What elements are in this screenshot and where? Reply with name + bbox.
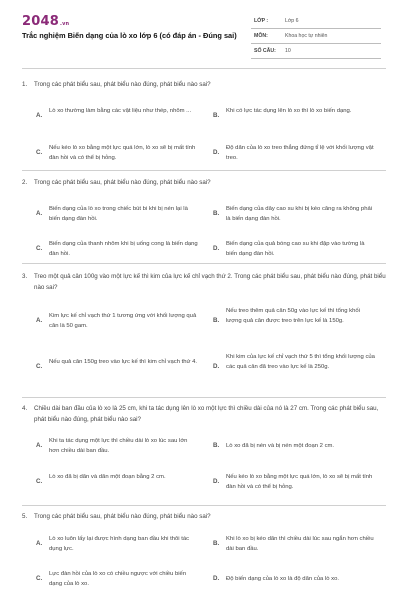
question-1	[22, 80, 386, 161]
option-text: Khi lò xo bị kéo dãn thì chiều dài lúc sau ngắn hơn chiều dài ban đầu.	[226, 535, 374, 552]
question-text	[22, 178, 386, 189]
options	[36, 523, 384, 598]
options	[36, 293, 384, 393]
option-letter: D.	[213, 363, 220, 370]
option-text: Nếu quả cân 150g treo vào lực kế thì kim chỉ vạch thứ 4.	[49, 359, 198, 365]
question-3	[22, 272, 386, 393]
logo-text: 2048	[22, 14, 59, 29]
question-stem: Chiều dài ban đầu của lò xo là 25 cm, khi ta tác dụng lên lò xo một lực thì chiều dài của nó là 27 cm. Trong các phát biểu sau, phát biểu nào đúng, phát biểu nào sai?	[34, 405, 379, 423]
option-text: Nếu kéo lò xo bằng một lực quá lớn, lò xo sẽ bị mất tính đàn hồi và có thể bị hỏng.	[226, 474, 373, 490]
option-letter: A.	[36, 209, 43, 217]
option-letter: B.	[213, 317, 220, 324]
option-text: Lò xo đã bị dãn và dãn một đoạn bằng 2 cm.	[49, 474, 166, 480]
page-title: Trắc nghiệm Biến dạng của lò xo lớp 6 (có đáp án - Đúng sai)	[22, 31, 237, 40]
divider	[22, 263, 386, 264]
divider	[22, 505, 386, 506]
options	[36, 189, 384, 259]
question-stem: Trong các phát biểu sau, phát biểu nào đúng, phát biểu nào sai?	[34, 513, 211, 520]
option-letter: A.	[36, 442, 43, 449]
option-text: Độ dãn của lò xo treo thẳng đứng tỉ lệ với khối lượng vật treo.	[226, 144, 374, 161]
question-text	[22, 80, 386, 91]
option-text: Khi có lực tác dụng lên lò xo thì lò xo biến dạng.	[226, 107, 352, 114]
page-header	[0, 0, 400, 62]
divider	[22, 68, 386, 69]
info-key: LỚP :	[254, 18, 269, 24]
option-text: Độ biến dạng của lò xo là độ dãn của lò xo.	[226, 575, 339, 582]
info-row-grade	[251, 14, 381, 29]
option-letter: C.	[36, 478, 43, 485]
question-text	[22, 512, 386, 523]
option-letter: A.	[36, 111, 43, 119]
question-2	[22, 178, 386, 259]
option-letter: C.	[36, 244, 43, 252]
info-value: 10	[285, 48, 291, 54]
question-stem: Trong các phát biểu sau, phát biểu nào đúng, phát biểu nào sai?	[34, 81, 211, 88]
option-letter: A.	[36, 539, 43, 547]
option-letter: C.	[36, 148, 43, 156]
info-value: Lớp 6	[285, 18, 299, 24]
question-stem: Treo một quả cân 100g vào một lực kế thì kim của lực kế chỉ vạch thứ 2. Trong các phát biểu sau, phát biểu nào đúng, phát biểu nào sai?	[34, 273, 386, 291]
option-letter: B.	[213, 209, 220, 217]
option-text: Kim lực kế chỉ vạch thứ 1 tương ứng với khối lượng quả cân là 50 gam.	[49, 313, 197, 329]
options	[36, 425, 384, 495]
option-text: Lực đàn hồi của lò xo có chiều ngược với chiều biến dạng của lò xo.	[49, 570, 187, 587]
option-text: Nếu kéo lò xo bằng một lực quá lớn, lò xo sẽ bị mất tính đàn hồi và có thể bị hỏng.	[49, 144, 196, 161]
options	[36, 91, 384, 161]
option-text: Biến dạng của quả bóng cao su khi đập vào tường là biến dạng đàn hồi.	[226, 240, 365, 257]
question-number: 2.	[22, 179, 28, 186]
question-5	[22, 512, 386, 598]
info-row-count	[251, 44, 381, 59]
info-key: SỐ CÂU:	[254, 48, 276, 54]
option-letter: A.	[36, 317, 43, 324]
option-letter: D.	[213, 148, 220, 156]
divider	[22, 397, 386, 398]
question-number: 4.	[22, 405, 28, 412]
option-letter: B.	[213, 442, 220, 449]
divider	[22, 170, 386, 171]
option-text: Lò xo đã bị nén và bị nén một đoạn 2 cm.	[226, 443, 335, 449]
option-letter: C.	[36, 574, 43, 582]
question-text	[22, 272, 386, 293]
question-number: 5.	[22, 513, 28, 520]
option-text: Khi ta tác dụng một lực thì chiều dài lò xo lúc sau lớn hơn chiều dài ban đầu.	[49, 438, 188, 454]
logo-suffix: .vn	[59, 21, 70, 27]
question-stem: Trong các phát biểu sau, phát biểu nào đúng, phát biểu nào sai?	[34, 179, 211, 186]
option-letter: B.	[213, 539, 220, 547]
site-logo[interactable]	[22, 14, 69, 29]
question-number: 3.	[22, 273, 28, 280]
option-letter: D.	[213, 244, 220, 252]
option-text: Biến dạng của thanh nhôm khi bị uống cong là biến dạng đàn hồi.	[49, 240, 198, 257]
option-letter: C.	[36, 363, 43, 370]
info-table	[251, 14, 381, 59]
option-text: Lò xo thường làm bằng các vật liệu như thép, nhôm ...	[49, 107, 192, 114]
question-text	[22, 404, 386, 425]
option-text: Biến dạng của dây cao su khi bị kéo căng ra không phải là biến dạng đàn hồi.	[226, 205, 373, 222]
option-letter: D.	[213, 478, 220, 485]
question-number: 1.	[22, 81, 28, 88]
info-key: MÔN:	[254, 33, 268, 39]
option-letter: B.	[213, 111, 220, 119]
option-text: Khi kim của lực kế chỉ vạch thứ 5 thì tổng khối lượng của các quả cân đã treo vào lực kế là 250g.	[226, 354, 375, 370]
option-text: Biến dạng của lò xo trong chiếc bút bi khi bị nén lại là biến dạng đàn hồi.	[49, 205, 188, 222]
option-text: Lò xo luôn lấy lại được hình dạng ban đầu khi thôi tác dụng lực.	[49, 535, 190, 552]
info-value: Khoa học tự nhiên	[285, 33, 328, 39]
info-row-subject	[251, 29, 381, 44]
option-text: Nếu treo thêm quả cân 50g vào lực kế thì tổng khối lượng quả cân được treo trên lực kế là 150g.	[226, 308, 360, 324]
question-4	[22, 404, 386, 495]
option-letter: D.	[213, 574, 220, 582]
